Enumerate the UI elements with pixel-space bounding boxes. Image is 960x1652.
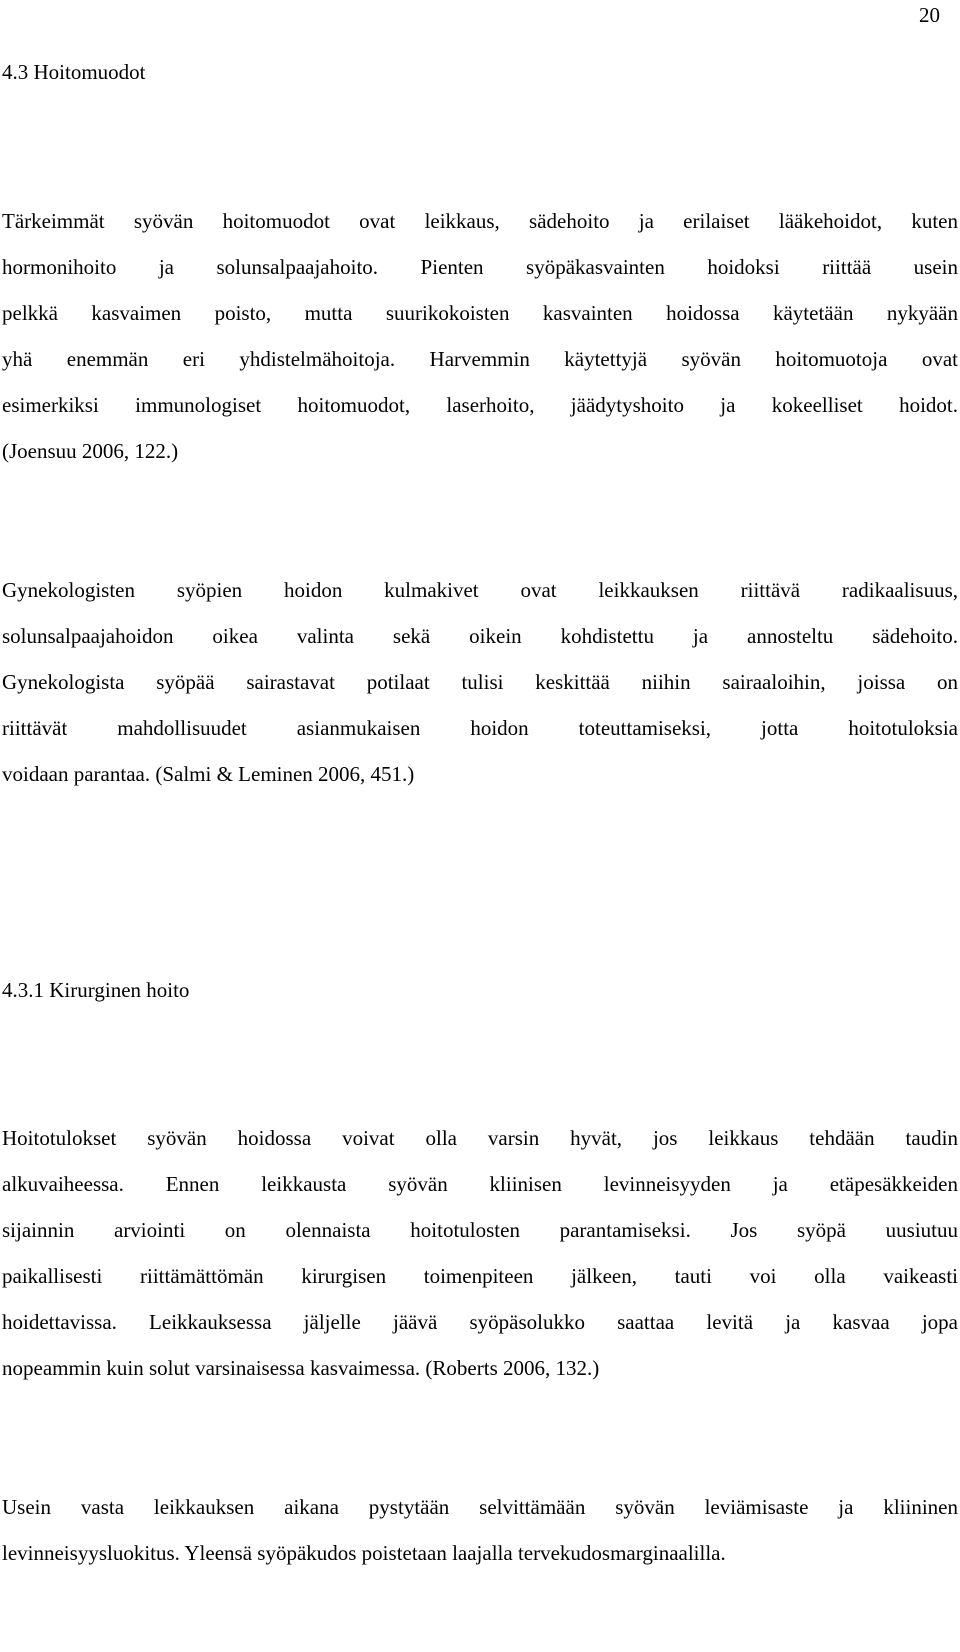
paragraph-line: pelkkä kasvaimen poisto, mutta suurikokoisten kasvainten hoidossa käytetään nykyään [2,301,958,325]
paragraph-line: levinneisyysluokitus. Yleensä syöpäkudos poistetaan laajalla tervekudosmarginaalilla. [2,1541,726,1565]
paragraph-line: alkuvaiheessa. Ennen leikkausta syövän kliinisen levinneisyyden ja etäpesäkkeiden [2,1172,958,1196]
section-heading: 4.3 Hoitomuodot [2,60,146,84]
paragraph-surgical-outcomes [2,1115,958,1391]
paragraph-line: voidaan parantaa. (Salmi & Leminen 2006, 451.) [2,762,415,786]
paragraph-line: Gynekologisten syöpien hoidon kulmakivet ovat leikkauksen riittävä radikaalisuus, [2,578,958,602]
paragraph-staging [2,1484,958,1576]
paragraph-line: hoidettavissa. Leikkauksessa jäljelle jäävä syöpäsolukko saattaa levitä ja kasvaa jopa [2,1310,958,1334]
paragraph-line: Usein vasta leikkauksen aikana pystytään selvittämään syövän leviämisaste ja kliininen [2,1495,958,1519]
page-number: 20 [919,3,940,27]
paragraph-line: solunsalpaajahoidon oikea valinta sekä oikein kohdistettu ja annosteltu sädehoito. [2,624,958,648]
paragraph-line: sijainnin arviointi on olennaista hoitotulosten parantamiseksi. Jos syöpä uusiutuu [2,1218,958,1242]
subsection-heading: 4.3.1 Kirurginen hoito [2,978,190,1002]
paragraph-line: Hoitotulokset syövän hoidossa voivat olla varsin hyvät, jos leikkaus tehdään taudin [2,1126,958,1150]
paragraph-line: yhä enemmän eri yhdistelmähoitoja. Harvemmin käytettyjä syövän hoitomuotoja ovat [2,347,958,371]
paragraph-line: paikallisesti riittämättömän kirurgisen toimenpiteen jälkeen, tauti voi olla vaikeasti [2,1264,958,1288]
paragraph-line: riittävät mahdollisuudet asianmukaisen hoidon toteuttamiseksi, jotta hoitotuloksia [2,716,958,740]
paragraph-line: hormonihoito ja solunsalpaajahoito. Pienten syöpäkasvainten hoidoksi riittää usein [2,255,958,279]
paragraph-line: nopeammin kuin solut varsinaisessa kasvaimessa. (Roberts 2006, 132.) [2,1356,600,1380]
paragraph-line: Gynekologista syöpää sairastavat potilaat tulisi keskittää niihin sairaaloihin, joissa on [2,670,958,694]
paragraph-treatment-forms [2,198,958,474]
paragraph-line: Tärkeimmät syövän hoitomuodot ovat leikkaus, sädehoito ja erilaiset lääkehoidot, kuten [2,209,958,233]
paragraph-line: esimerkiksi immunologiset hoitomuodot, laserhoito, jäädytyshoito ja kokeelliset hoidot. [2,393,958,417]
paragraph-gynecological-cancers [2,567,958,797]
paragraph-line: (Joensuu 2006, 122.) [2,439,179,463]
